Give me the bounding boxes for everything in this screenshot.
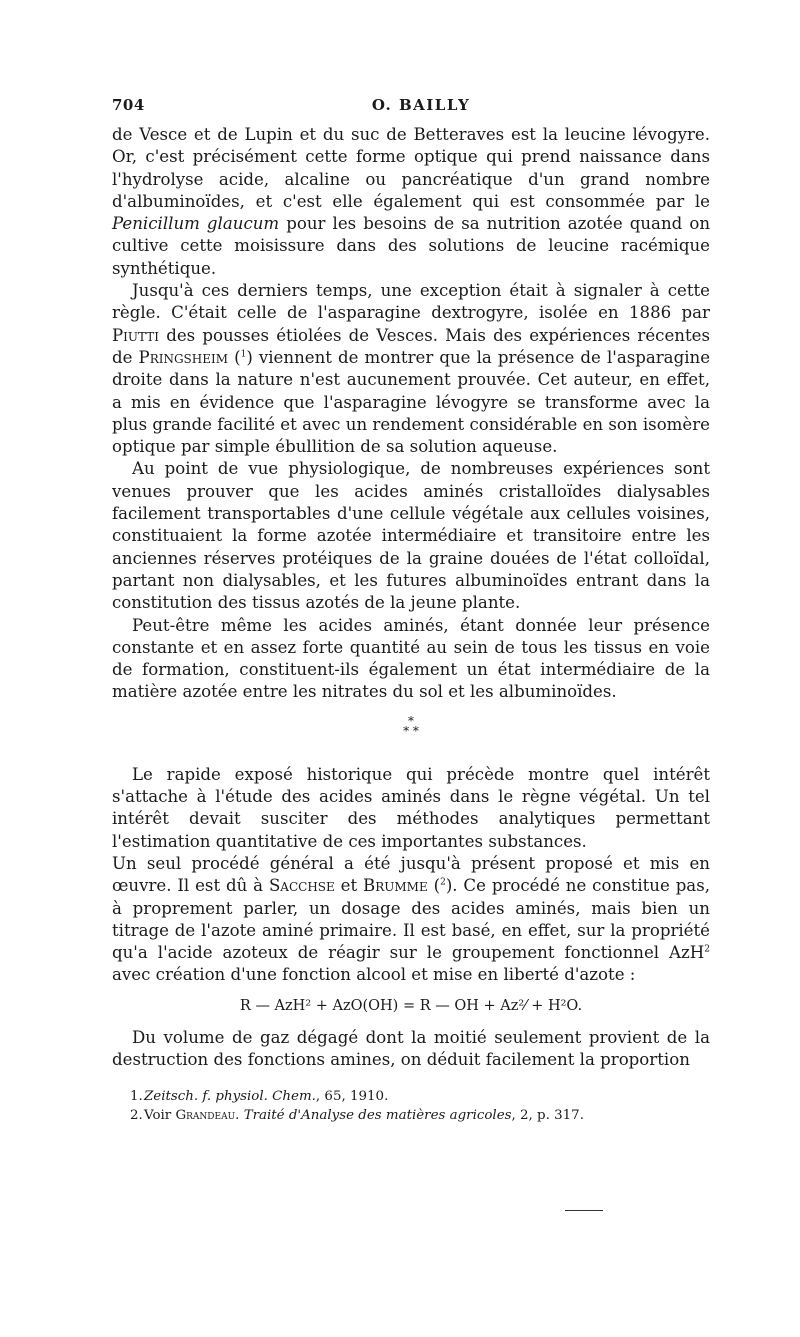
styled-text: Brumme bbox=[363, 876, 428, 896]
text-run: avec création d'une fonction alcool et mise en liberté d'azote : bbox=[112, 965, 636, 985]
styled-text: Sacchse bbox=[268, 876, 335, 896]
text-run: . bbox=[235, 1108, 244, 1124]
paragraph bbox=[112, 458, 710, 614]
text-run: Un seul procédé général a été jusqu'à présent proposé et mis en œuvre. Il est dû à bbox=[112, 853, 710, 896]
bottom-rule bbox=[565, 1210, 603, 1211]
paragraph bbox=[112, 853, 710, 987]
paragraph bbox=[112, 280, 710, 458]
text-run: , 2, p. 317. bbox=[511, 1108, 584, 1124]
section-separator bbox=[112, 713, 710, 738]
separator-star-top: * bbox=[408, 713, 414, 728]
text-run: ( bbox=[427, 876, 441, 896]
footnote-number: 2. bbox=[130, 1108, 143, 1124]
footnote bbox=[112, 1106, 710, 1125]
footnotes bbox=[112, 1087, 710, 1125]
page bbox=[112, 96, 710, 1125]
footnote bbox=[112, 1087, 710, 1106]
separator-star-bottom: * * bbox=[403, 723, 419, 738]
text-run: Le rapide exposé historique qui précède montre quel intérêt s'attache à l'étude des acides aminés dans le règne végétal. Un tel intérêt devait susciter des méthodes analytiques permettant l'estimation quantitative de ces importantes substances. bbox=[112, 764, 710, 851]
body-text bbox=[112, 124, 710, 1071]
paragraph-group-1 bbox=[112, 124, 710, 704]
styled-text: Traité d'Analyse des matières agricoles bbox=[243, 1108, 512, 1124]
text-run: pour les besoins de sa nutrition azotée quand on cultive cette moisissure dans des solutions de leucine racémique synthétique. bbox=[112, 214, 711, 278]
paragraph-group-3 bbox=[112, 1027, 710, 1072]
text-run: ( bbox=[228, 347, 241, 367]
text-run: Peut-être même les acides aminés, étant donnée leur présence constante et en assez forte quantité au sein de tous les tissus en voie de formation, constituent-ils également un état intermédiaire de la matière azotée entre les nitrates du sol et les albuminoïdes. bbox=[112, 615, 710, 702]
text-run: ) viennent de montrer que la présence de l'asparagine droite dans la nature n'est aucunement prouvée. Cet auteur, en effet, a mis en évidence que l'asparagine lévogyre se transforme avec la plus grande facilité et avec un rendement considérable en son isomère optique par simple ébullition de sa solution aqueuse. bbox=[112, 347, 711, 457]
paragraph-group-2 bbox=[112, 764, 710, 987]
running-title: O. BAILLY bbox=[371, 96, 471, 114]
styled-text: Pringsheim bbox=[138, 347, 229, 367]
styled-text: Piutti bbox=[112, 325, 159, 345]
chemical-formula: R — AzH² + AzO(OH) = R — OH + Az²⁄ + H²O. bbox=[239, 997, 583, 1014]
text-run: Jusqu'à ces derniers temps, une exception était à signaler à cette règle. C'était celle de l'asparagine dextrogyre, isolée en 1886 par bbox=[112, 281, 710, 323]
footnote-number: 1. bbox=[130, 1089, 143, 1105]
paragraph bbox=[112, 615, 710, 704]
text-run: ). Ce procédé ne constitue pas, à proprement parler, un dosage des acides aminés, mais bien un titrage de l'azote aminé primaire. Il est basé, en effet, sur la propriété qu'a l'acide azoteux de réagir sur le groupement fonctionnel AzH bbox=[112, 876, 710, 963]
paragraph bbox=[112, 764, 710, 853]
text-run: et bbox=[334, 876, 364, 896]
page-header bbox=[112, 96, 710, 120]
page-number: 704 bbox=[112, 96, 145, 114]
footnote-ref: 2 bbox=[440, 877, 446, 888]
styled-text: Penicillum glaucum bbox=[112, 214, 280, 234]
text-run: Au point de vue physiologique, de nombreuses expériences sont venues prouver que les acides aminés cristalloïdes dialysables facilement transportables d'une cellule végétale aux cellules voisines, constituaient la forme azotée intermédiaire et transitoire entre les anciennes réserves protéiques de la graine douées de l'état colloïdal, partant non dialysables, et les futures albuminoïdes entrant dans la constitution des tissus azotés de la jeune plante. bbox=[112, 459, 710, 613]
text-run: des pousses étiolées de Vesces. Mais des expériences récentes de bbox=[112, 325, 710, 367]
styled-text: Grandeau bbox=[175, 1108, 236, 1124]
footnote-ref: 2 bbox=[704, 944, 710, 955]
text-run: de Vesce et de Lupin et du suc de Betteraves est la leucine lévogyre. Or, c'est précisément cette forme optique qui prend naissance dans l'hydrolyse acide, alcaline ou pancréatique d'un grand nombre d'albuminoïdes, et c'est elle également qui est consommée par le bbox=[112, 125, 710, 211]
text-run: , 65, 1910. bbox=[315, 1089, 389, 1105]
styled-text: Zeitsch. f. physiol. Chem. bbox=[144, 1089, 316, 1105]
text-run: Voir bbox=[144, 1108, 176, 1124]
paragraph bbox=[112, 1027, 710, 1072]
footnote-ref: 1 bbox=[240, 349, 247, 360]
text-run: Du volume de gaz dégagé dont la moitié seulement provient de la destruction des fonctions amines, on déduit facilement la proportion bbox=[112, 1027, 710, 1069]
paragraph bbox=[112, 124, 710, 280]
